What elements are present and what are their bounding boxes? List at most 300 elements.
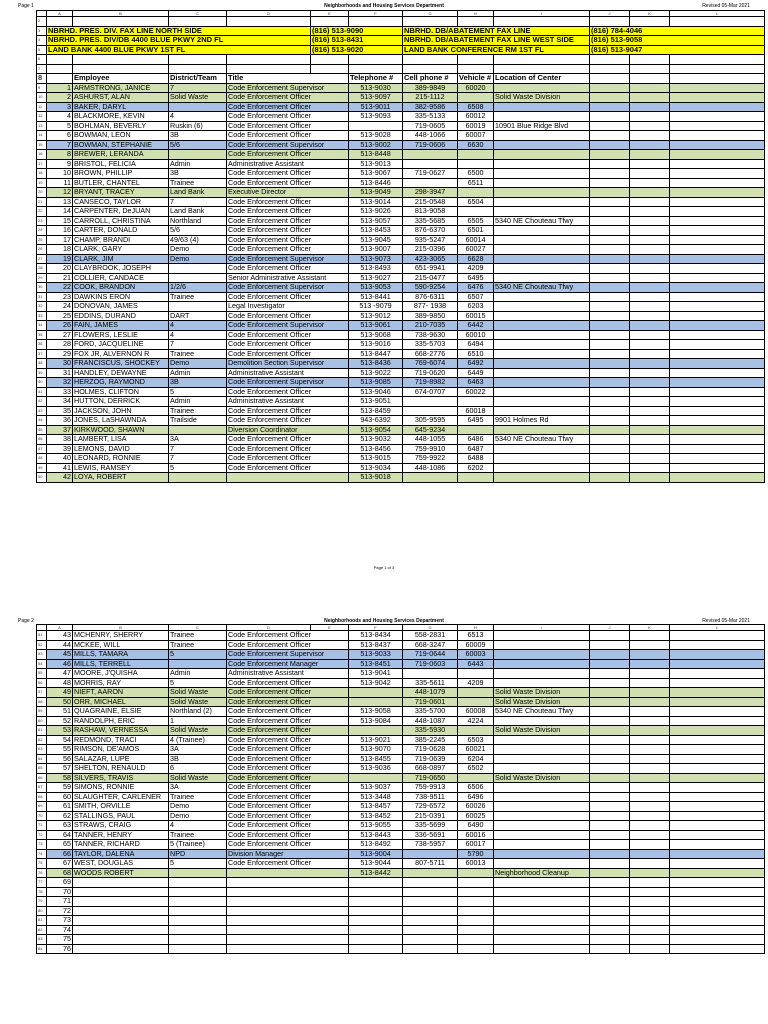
job-title: Administrative Assistant bbox=[227, 669, 349, 679]
district-team bbox=[169, 906, 227, 916]
location-of-center bbox=[494, 330, 590, 340]
empty-cell bbox=[590, 83, 630, 93]
vehicle-number: 60016 bbox=[458, 830, 494, 840]
row-number: 48 bbox=[37, 454, 47, 464]
empty-cell bbox=[670, 868, 765, 878]
employee-name bbox=[73, 878, 169, 888]
page-2 bbox=[0, 615, 768, 1024]
table-row bbox=[37, 840, 765, 850]
table-row bbox=[37, 678, 765, 688]
empty-cell bbox=[670, 17, 765, 27]
district-team: Ruskin (6) bbox=[169, 121, 227, 131]
contact-number: (816) 513-9020 bbox=[311, 45, 403, 55]
employee-name: CLAYBROOK, JOSEPH bbox=[73, 264, 169, 274]
entry-number: 29 bbox=[47, 349, 73, 359]
cell-phone: 668-3247 bbox=[403, 640, 458, 650]
table-row bbox=[37, 473, 765, 483]
employee-name: FORD, JACQUELINE bbox=[73, 340, 169, 350]
entry-number: 60 bbox=[47, 792, 73, 802]
empty-cell bbox=[630, 697, 670, 707]
vehicle-number: 6506 bbox=[458, 783, 494, 793]
district-team: 5 bbox=[169, 859, 227, 869]
row-number: 83 bbox=[37, 935, 47, 945]
district-team: Demo bbox=[169, 254, 227, 264]
telephone bbox=[349, 925, 403, 935]
employee-name: ASHURST, ALAN bbox=[73, 93, 169, 103]
cell-phone: 448-1079 bbox=[403, 688, 458, 698]
entry-number: 37 bbox=[47, 425, 73, 435]
empty-cell bbox=[670, 169, 765, 179]
location-of-center: Solid Waste Division bbox=[494, 697, 590, 707]
empty-cell bbox=[630, 387, 670, 397]
telephone: 513-9033 bbox=[349, 650, 403, 660]
telephone: 513-8447 bbox=[349, 349, 403, 359]
district-team: Admin bbox=[169, 159, 227, 169]
district-team: Trainee bbox=[169, 292, 227, 302]
table-row bbox=[37, 178, 765, 188]
vehicle-number: 5790 bbox=[458, 849, 494, 859]
empty-cell bbox=[590, 387, 630, 397]
job-title: Administrative Assistant bbox=[227, 368, 349, 378]
empty-cell bbox=[630, 716, 670, 726]
entry-number: 12 bbox=[47, 188, 73, 198]
job-title: Code Enforcement Supervisor bbox=[227, 283, 349, 293]
empty-cell bbox=[630, 764, 670, 774]
telephone bbox=[349, 688, 403, 698]
empty-cell bbox=[630, 878, 670, 888]
entry-number: 59 bbox=[47, 783, 73, 793]
employee-name: RIMSON, DE'AMOS bbox=[73, 745, 169, 755]
telephone bbox=[349, 906, 403, 916]
vehicle-number: 60019 bbox=[458, 121, 494, 131]
row-number: 78 bbox=[37, 887, 47, 897]
row-number: 59 bbox=[37, 707, 47, 717]
location-of-center bbox=[494, 640, 590, 650]
row-number: 30 bbox=[37, 283, 47, 293]
empty-cell bbox=[630, 283, 670, 293]
district-team bbox=[169, 878, 227, 888]
vehicle-number: 6463 bbox=[458, 378, 494, 388]
district-team: 7 bbox=[169, 197, 227, 207]
empty-cell bbox=[630, 754, 670, 764]
empty-cell bbox=[630, 640, 670, 650]
column-letter: F bbox=[349, 625, 403, 631]
empty-cell bbox=[590, 802, 630, 812]
telephone: 513-9070 bbox=[349, 745, 403, 755]
job-title: Code Enforcement Officer bbox=[227, 416, 349, 426]
entry-number: 10 bbox=[47, 169, 73, 179]
empty-cell bbox=[630, 188, 670, 198]
entry-number: 71 bbox=[47, 897, 73, 907]
entry-number: 35 bbox=[47, 406, 73, 416]
job-title: Code Enforcement Officer bbox=[227, 773, 349, 783]
entry-number: 50 bbox=[47, 697, 73, 707]
district-team: Trainee bbox=[169, 349, 227, 359]
employee-name: STALLINGS, PAUL bbox=[73, 811, 169, 821]
vehicle-number bbox=[458, 897, 494, 907]
empty-cell bbox=[590, 292, 630, 302]
vehicle-number: 6487 bbox=[458, 444, 494, 454]
entry-number: 11 bbox=[47, 178, 73, 188]
cell-phone bbox=[403, 925, 458, 935]
vehicle-number: 60012 bbox=[458, 112, 494, 122]
job-title: Code Enforcement Officer bbox=[227, 330, 349, 340]
empty-cell bbox=[670, 93, 765, 103]
empty-cell bbox=[590, 311, 630, 321]
district-team: Trainee bbox=[169, 640, 227, 650]
entry-number: 8 bbox=[47, 150, 73, 160]
entry-number: 25 bbox=[47, 311, 73, 321]
entry-number: 21 bbox=[47, 273, 73, 283]
row-number: 51 bbox=[37, 631, 47, 641]
location-of-center: 5340 NE Chouteau Tfwy bbox=[494, 283, 590, 293]
empty-cell bbox=[47, 17, 73, 27]
cell-phone: 448-1066 bbox=[403, 131, 458, 141]
row-number: 49 bbox=[37, 463, 47, 473]
entry-number: 26 bbox=[47, 321, 73, 331]
location-of-center bbox=[494, 397, 590, 407]
job-title: Code Enforcement Officer bbox=[227, 792, 349, 802]
location-of-center bbox=[494, 849, 590, 859]
job-title: Demolition Section Supervisor bbox=[227, 359, 349, 369]
table-row bbox=[37, 425, 765, 435]
empty-cell bbox=[630, 302, 670, 312]
row-number: 7 bbox=[37, 64, 47, 74]
table-row bbox=[37, 944, 765, 954]
location-of-center bbox=[494, 659, 590, 669]
row-number: 54 bbox=[37, 659, 47, 669]
column-letter: L bbox=[670, 625, 765, 631]
job-title: Code Enforcement Officer bbox=[227, 688, 349, 698]
cell-phone: 305-9595 bbox=[403, 416, 458, 426]
empty-cell bbox=[630, 707, 670, 717]
empty-cell bbox=[590, 121, 630, 131]
job-title bbox=[227, 925, 349, 935]
empty-cell bbox=[670, 264, 765, 274]
contact-label: NBRHD. PRES. DIV/DB 4400 BLUE PKWY 2ND FL bbox=[47, 36, 311, 46]
empty-cell bbox=[670, 226, 765, 236]
row-number: 60 bbox=[37, 716, 47, 726]
empty-cell bbox=[670, 659, 765, 669]
row-number: 15 bbox=[37, 140, 47, 150]
table-row bbox=[37, 131, 765, 141]
telephone: 513-9034 bbox=[349, 463, 403, 473]
district-team: Solid Waste bbox=[169, 773, 227, 783]
location-of-center bbox=[494, 735, 590, 745]
location-of-center bbox=[494, 378, 590, 388]
empty-cell bbox=[670, 292, 765, 302]
empty-cell bbox=[590, 707, 630, 717]
empty-cell bbox=[590, 745, 630, 755]
entry-number: 16 bbox=[47, 226, 73, 236]
entry-number: 36 bbox=[47, 416, 73, 426]
job-title: Code Enforcement Officer bbox=[227, 735, 349, 745]
employee-name bbox=[73, 916, 169, 926]
telephone: 513-8457 bbox=[349, 802, 403, 812]
location-of-center bbox=[494, 764, 590, 774]
cell-phone: 389-9850 bbox=[403, 311, 458, 321]
employee-name: TANNER, RICHARD bbox=[73, 840, 169, 850]
empty-cell bbox=[630, 773, 670, 783]
row-number: 35 bbox=[37, 330, 47, 340]
telephone: 513-9018 bbox=[349, 473, 403, 483]
location-of-center bbox=[494, 159, 590, 169]
entry-number: 22 bbox=[47, 283, 73, 293]
employee-name bbox=[73, 925, 169, 935]
entry-number: 61 bbox=[47, 802, 73, 812]
empty-cell bbox=[590, 207, 630, 217]
employee-name: CLARK, GARY bbox=[73, 245, 169, 255]
cell-phone bbox=[403, 916, 458, 926]
job-title: Code Enforcement Officer bbox=[227, 859, 349, 869]
revised-date: Revised 05-Mar 2021 bbox=[702, 3, 750, 9]
empty-cell bbox=[630, 397, 670, 407]
employee-name: CHAMP, BRANDI bbox=[73, 235, 169, 245]
district-team: 1 bbox=[169, 716, 227, 726]
district-team: 4 bbox=[169, 330, 227, 340]
cell-phone: 759-9910 bbox=[403, 444, 458, 454]
district-team: 5 bbox=[169, 387, 227, 397]
entry-number: 73 bbox=[47, 916, 73, 926]
row-number: 2 bbox=[37, 17, 47, 27]
employee-name: FAIN, JAMES bbox=[73, 321, 169, 331]
cell-phone: 719-0627 bbox=[403, 169, 458, 179]
empty-cell bbox=[630, 897, 670, 907]
entry-number: 33 bbox=[47, 387, 73, 397]
job-title bbox=[227, 944, 349, 954]
empty-cell bbox=[590, 631, 630, 641]
telephone: 513-9037 bbox=[349, 783, 403, 793]
table-row bbox=[37, 387, 765, 397]
telephone bbox=[349, 897, 403, 907]
job-title bbox=[227, 887, 349, 897]
district-team: Demo bbox=[169, 802, 227, 812]
cell-phone: 719-0650 bbox=[403, 773, 458, 783]
empty-cell bbox=[590, 754, 630, 764]
entry-number: 48 bbox=[47, 678, 73, 688]
entry-number: 63 bbox=[47, 821, 73, 831]
empty-cell bbox=[670, 830, 765, 840]
vehicle-number: 6204 bbox=[458, 754, 494, 764]
table-row bbox=[37, 188, 765, 198]
row-number: 23 bbox=[37, 216, 47, 226]
empty-cell bbox=[630, 631, 670, 641]
vehicle-number: 6476 bbox=[458, 283, 494, 293]
empty-cell bbox=[630, 783, 670, 793]
empty-cell bbox=[590, 916, 630, 926]
table-row bbox=[37, 216, 765, 226]
district-team: Solid Waste bbox=[169, 697, 227, 707]
employee-name: SLAUGHTER, CARLENER bbox=[73, 792, 169, 802]
vehicle-number bbox=[458, 878, 494, 888]
entry-number: 75 bbox=[47, 935, 73, 945]
vehicle-number: 60008 bbox=[458, 707, 494, 717]
row-number: 56 bbox=[37, 678, 47, 688]
vehicle-number: 6505 bbox=[458, 216, 494, 226]
district-team bbox=[169, 925, 227, 935]
employee-name: BAKER, DARYL bbox=[73, 102, 169, 112]
empty-cell bbox=[630, 359, 670, 369]
cell-phone bbox=[403, 669, 458, 679]
row-number: 73 bbox=[37, 840, 47, 850]
employee-name: TANNER, HENRY bbox=[73, 830, 169, 840]
location-of-center bbox=[494, 792, 590, 802]
employee-name: DAWKINS ERON bbox=[73, 292, 169, 302]
table-row bbox=[37, 102, 765, 112]
table-row bbox=[37, 340, 765, 350]
vehicle-number: 60015 bbox=[458, 311, 494, 321]
vehicle-number: 6449 bbox=[458, 368, 494, 378]
empty-cell bbox=[590, 283, 630, 293]
vehicle-number bbox=[458, 150, 494, 160]
empty-cell bbox=[590, 321, 630, 331]
empty-cell bbox=[670, 783, 765, 793]
district-team: Solid Waste bbox=[169, 726, 227, 736]
telephone-header: Telephone # bbox=[349, 74, 403, 84]
telephone: 513-9004 bbox=[349, 849, 403, 859]
vehicle-number bbox=[458, 473, 494, 483]
telephone: 513-8456 bbox=[349, 444, 403, 454]
empty-cell bbox=[590, 273, 630, 283]
table-row bbox=[37, 169, 765, 179]
district-team: 6 bbox=[169, 764, 227, 774]
vehicle-number: 60021 bbox=[458, 745, 494, 755]
employee-name: NIEFT, AARON bbox=[73, 688, 169, 698]
location-of-center bbox=[494, 359, 590, 369]
row-number: 20 bbox=[37, 188, 47, 198]
empty-cell bbox=[630, 944, 670, 954]
table-body bbox=[37, 625, 765, 954]
cell-phone: 759-9922 bbox=[403, 454, 458, 464]
telephone: 513-9057 bbox=[349, 216, 403, 226]
vehicle-number: 60009 bbox=[458, 640, 494, 650]
vehicle-number: 60007 bbox=[458, 131, 494, 141]
telephone: 513-9093 bbox=[349, 112, 403, 122]
empty-cell bbox=[630, 74, 670, 84]
employee-name: WEST, DOUGLAS bbox=[73, 859, 169, 869]
row-number: 40 bbox=[37, 378, 47, 388]
table-row bbox=[37, 444, 765, 454]
entry-number: 19 bbox=[47, 254, 73, 264]
location-of-center bbox=[494, 235, 590, 245]
employee-name: STRAWS, CRAIG bbox=[73, 821, 169, 831]
telephone: 513-9013 bbox=[349, 159, 403, 169]
job-title: Code Enforcement Officer bbox=[227, 264, 349, 274]
entry-number: 67 bbox=[47, 859, 73, 869]
job-title: Code Enforcement Officer bbox=[227, 216, 349, 226]
location-of-center bbox=[494, 944, 590, 954]
telephone: 513-9022 bbox=[349, 368, 403, 378]
empty-cell bbox=[670, 64, 765, 74]
table-row bbox=[37, 463, 765, 473]
table-row bbox=[37, 726, 765, 736]
vehicle-number bbox=[458, 93, 494, 103]
district-team: Land Bank bbox=[169, 188, 227, 198]
employee-name: HUTTON, DERRICK bbox=[73, 397, 169, 407]
entry-number: 46 bbox=[47, 659, 73, 669]
entry-number: 20 bbox=[47, 264, 73, 274]
empty-cell bbox=[590, 830, 630, 840]
table-row bbox=[37, 859, 765, 869]
table-row bbox=[37, 688, 765, 698]
employee-name: SALAZAR, LUPE bbox=[73, 754, 169, 764]
empty-cell bbox=[630, 131, 670, 141]
empty-cell bbox=[670, 821, 765, 831]
employee-name: REDMOND, TRACI bbox=[73, 735, 169, 745]
row-number: 55 bbox=[37, 669, 47, 679]
empty-cell bbox=[590, 159, 630, 169]
cell-phone bbox=[403, 397, 458, 407]
cell-phone: 448-1087 bbox=[403, 716, 458, 726]
column-letter: K bbox=[630, 11, 670, 17]
telephone: 513-8437 bbox=[349, 640, 403, 650]
empty-cell bbox=[630, 55, 670, 65]
empty-cell bbox=[670, 321, 765, 331]
table-row bbox=[37, 311, 765, 321]
contact-label: NBRHD. DB/ABATEMENT FAX LINE WEST SIDE bbox=[403, 36, 590, 46]
job-title: Code Enforcement Officer bbox=[227, 707, 349, 717]
empty-cell bbox=[630, 112, 670, 122]
empty-cell bbox=[670, 216, 765, 226]
district-team: 7 bbox=[169, 83, 227, 93]
location-of-center bbox=[494, 197, 590, 207]
table-row bbox=[37, 821, 765, 831]
entry-number: 42 bbox=[47, 473, 73, 483]
telephone: 513-8451 bbox=[349, 659, 403, 669]
vehicle-number: 60013 bbox=[458, 859, 494, 869]
district-team bbox=[169, 897, 227, 907]
row-number: 25 bbox=[37, 235, 47, 245]
empty-cell bbox=[630, 650, 670, 660]
entry-number: 66 bbox=[47, 849, 73, 859]
row-number: 13 bbox=[37, 121, 47, 131]
department-title: Neighborhoods and Housing Services Department bbox=[324, 618, 444, 624]
column-letter: C bbox=[169, 11, 227, 17]
column-letter: J bbox=[590, 625, 630, 631]
telephone bbox=[349, 887, 403, 897]
table-row bbox=[37, 454, 765, 464]
row-number: 10 bbox=[37, 93, 47, 103]
empty-cell bbox=[670, 121, 765, 131]
telephone: 513-9015 bbox=[349, 454, 403, 464]
cell-phone bbox=[403, 887, 458, 897]
location-of-center: 5340 NE Chouteau Tfwy bbox=[494, 216, 590, 226]
empty-cell bbox=[590, 140, 630, 150]
table-row bbox=[37, 783, 765, 793]
row-number: 27 bbox=[37, 254, 47, 264]
job-title: Code Enforcement Officer bbox=[227, 754, 349, 764]
job-title: Administrative Assistant bbox=[227, 159, 349, 169]
row-number: 32 bbox=[37, 302, 47, 312]
telephone bbox=[349, 935, 403, 945]
empty-cell bbox=[630, 906, 670, 916]
row-number: 50 bbox=[37, 473, 47, 483]
district-team: Admin bbox=[169, 397, 227, 407]
cell-phone: 651-9941 bbox=[403, 264, 458, 274]
empty-cell bbox=[670, 707, 765, 717]
empty-cell bbox=[630, 473, 670, 483]
location-of-center bbox=[494, 140, 590, 150]
row-number: 79 bbox=[37, 897, 47, 907]
entry-number: 31 bbox=[47, 368, 73, 378]
cell-phone: 335-5700 bbox=[403, 707, 458, 717]
vehicle-number: 60025 bbox=[458, 811, 494, 821]
empty-cell bbox=[630, 859, 670, 869]
district-team: 5/6 bbox=[169, 226, 227, 236]
location-of-center bbox=[494, 897, 590, 907]
job-title: Code Enforcement Officer bbox=[227, 840, 349, 850]
row-number: 47 bbox=[37, 444, 47, 454]
